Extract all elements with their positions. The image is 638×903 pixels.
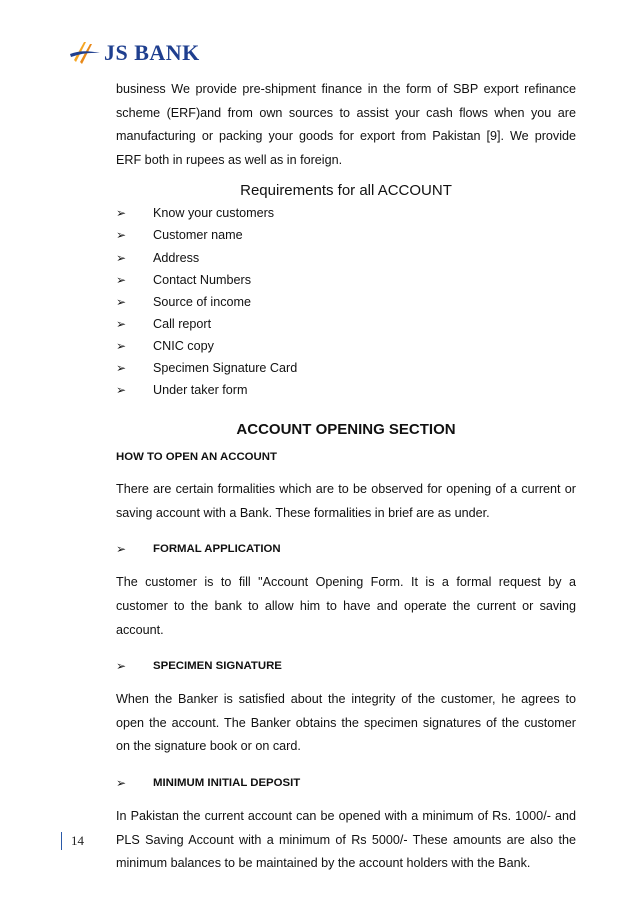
page-content [116,78,576,876]
list-item-label: Contact Numbers [153,272,251,287]
section-item-title: SPECIMEN SIGNATURE [153,660,282,673]
arrowhead-bullet-icon: ➢ [116,338,127,353]
list-item [116,291,576,313]
specimen-signature-heading [116,655,576,677]
intro-paragraph: business We provide pre-shipment finance in the form of SBP export refinance scheme (ERF)and from own sources to assist your cash flows when you are manufacturing or packing your goods for export from Pakistan [9]. We provide ERF both in rupees as well as in foreign. [116,82,576,167]
page-number: 14 [71,833,84,848]
arrowhead-bullet-icon: ➢ [116,272,127,287]
list-item-label: Source of income [153,294,252,309]
formalities-paragraph: There are certain formalities which are to be observed for opening of a current or saving account with a Bank. These formalities in brief are as under. [116,482,576,520]
formal-application-heading [116,538,576,560]
list-item [116,269,576,291]
arrowhead-bullet-icon: ➢ [116,206,127,221]
list-item [116,357,576,379]
section-item-title: FORMAL APPLICATION [153,543,281,556]
minimum-deposit-heading [116,772,576,794]
list-item-label: Call report [153,316,212,331]
account-opening-heading: ACCOUNT OPENING SECTION [236,421,456,439]
arrowhead-bullet-icon: ➢ [116,228,127,243]
list-item-label: Know your customers [153,206,275,221]
section-item-title: MINIMUM INITIAL DEPOSIT [153,776,301,789]
list-item [116,313,576,335]
requirements-list [116,202,576,401]
list-item-label: Customer name [153,228,243,243]
arrowhead-bullet-icon: ➢ [116,316,127,331]
list-item [116,202,576,224]
arrowhead-bullet-icon: ➢ [116,361,127,376]
minimum-deposit-text: In Pakistan the current account can be opened with a minimum of Rs. 1000/- and PLS Saving Account with a minimum of Rs 5000/- These amounts are also the minimum balances to be maintained by the account holders with the Bank. [116,808,576,871]
arrowhead-bullet-icon: ➢ [116,542,127,557]
specimen-signature-text: When the Banker is satisfied about the integrity of the customer, he agrees to open the account. The Banker obtains the specimen signatures of the customer on the signature book or on card. [116,692,576,754]
how-to-open-subheading: HOW TO OPEN AN ACCOUNT [116,451,277,464]
list-item-label: Specimen Signature Card [153,361,298,376]
logo-text: JS BANK [104,40,200,65]
list-item [116,224,576,246]
page-footer [61,832,84,850]
js-bank-logo [68,40,200,66]
requirements-heading: Requirements for all ACCOUNT [240,182,452,200]
footer-divider [61,832,62,850]
list-item [116,247,576,269]
arrowhead-bullet-icon: ➢ [116,294,127,309]
list-item-label: Under taker form [153,383,248,398]
list-item [116,335,576,357]
arrowhead-bullet-icon: ➢ [116,383,127,398]
list-item-label: Address [153,250,200,265]
list-item-label: CNIC copy [153,338,214,353]
list-item [116,379,576,401]
formal-application-text: The customer is to fill "Account Opening Form. It is a formal request by a customer to the bank to allow him to have and operate the current or saving account. [116,575,576,637]
arrowhead-bullet-icon: ➢ [116,250,127,265]
arrowhead-bullet-icon: ➢ [116,775,127,790]
js-bank-emblem-icon [68,40,102,66]
arrowhead-bullet-icon: ➢ [116,659,127,674]
